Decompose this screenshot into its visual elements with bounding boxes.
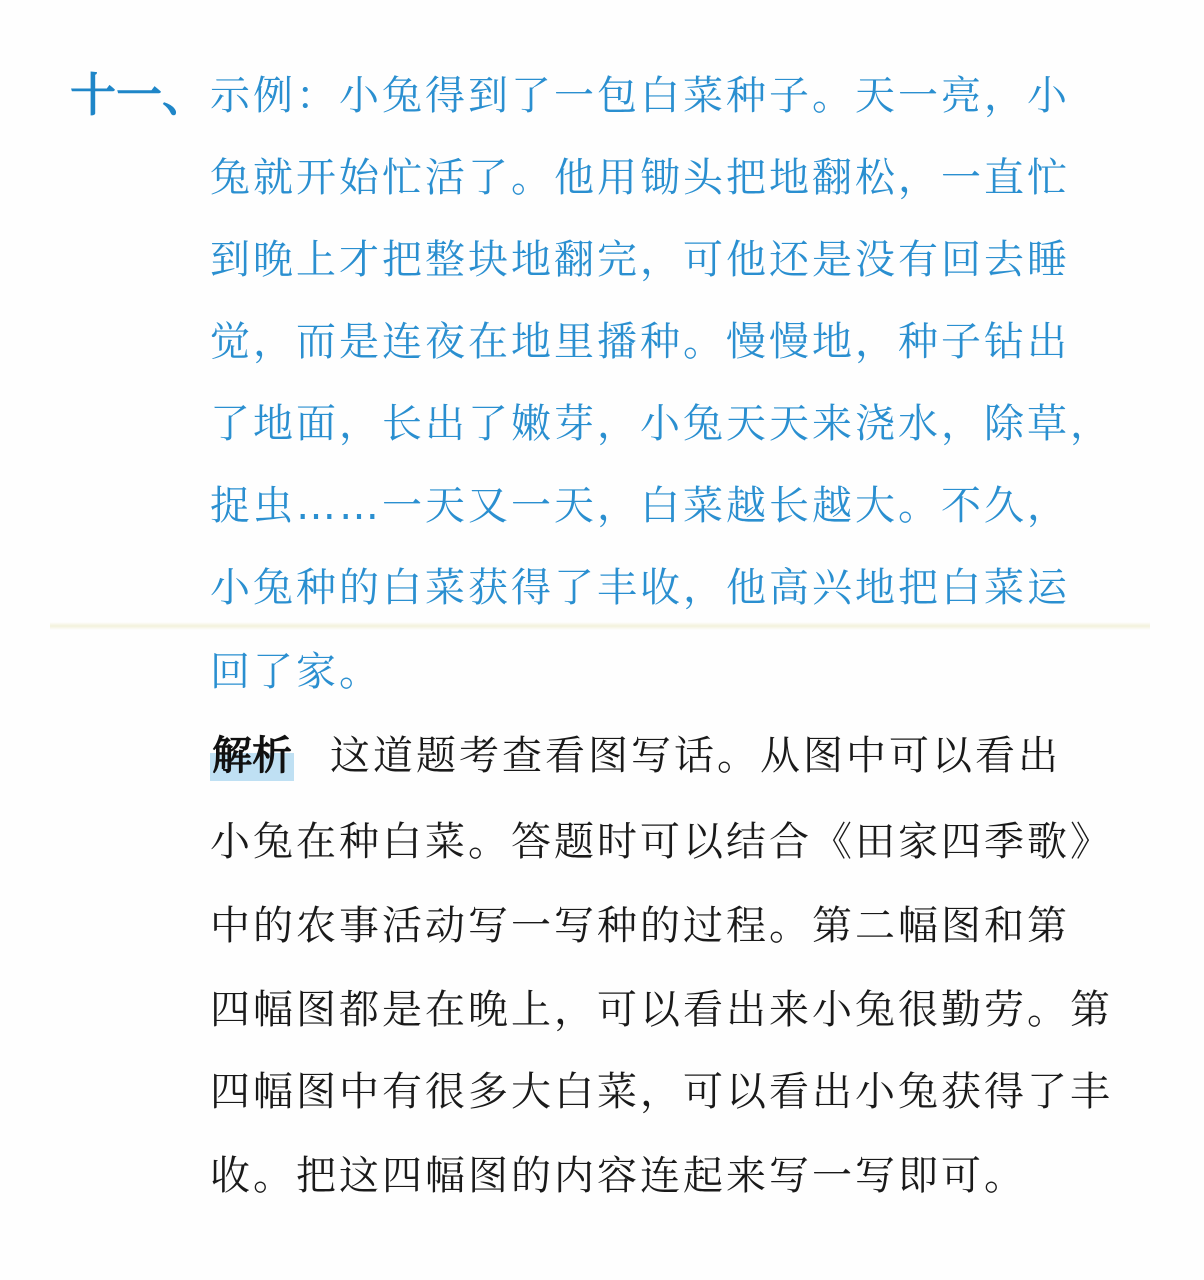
answer-line: 了地面，长出了嫩芽，小兔天天来浇水，除草， (210, 401, 1113, 447)
answer-line: 到晚上才把整块地翻完，可他还是没有回去睡 (210, 237, 1070, 283)
analysis-line: 收。把这四幅图的内容连起来写一写即可。 (210, 1153, 1027, 1199)
question-number: 十一、 (70, 68, 208, 122)
answer-line: 兔就开始忙活了。他用锄头把地翻松，一直忙 (210, 155, 1070, 201)
analysis-line (210, 726, 1061, 786)
answer-line: 示例：小兔得到了一包白菜种子。天一亮，小 (210, 73, 1070, 119)
answer-line: 觉，而是连夜在地里播种。慢慢地，种子钻出 (210, 319, 1070, 365)
answer-line: 小兔种的白菜获得了丰收，他高兴地把白菜运 (210, 565, 1070, 611)
analysis-line: 中的农事活动写一写种的过程。第二幅图和第 (210, 903, 1070, 949)
answer-line: 回了家。 (210, 649, 382, 695)
page-fold-line (50, 622, 1150, 630)
analysis-line: 四幅图都是在晚上，可以看出来小兔很勤劳。第 (210, 987, 1113, 1033)
answer-line: 捉虫……一天又一天，白菜越长越大。不久， (210, 483, 1070, 529)
analysis-line: 四幅图中有很多大白菜，可以看出小兔获得了丰 (210, 1069, 1113, 1115)
analysis-line: 小兔在种白菜。答题时可以结合《田家四季歌》 (210, 819, 1113, 865)
analysis-text: 这道题考查看图写话。从图中可以看出 (330, 733, 1061, 779)
analysis-label: 解析 (210, 726, 294, 786)
